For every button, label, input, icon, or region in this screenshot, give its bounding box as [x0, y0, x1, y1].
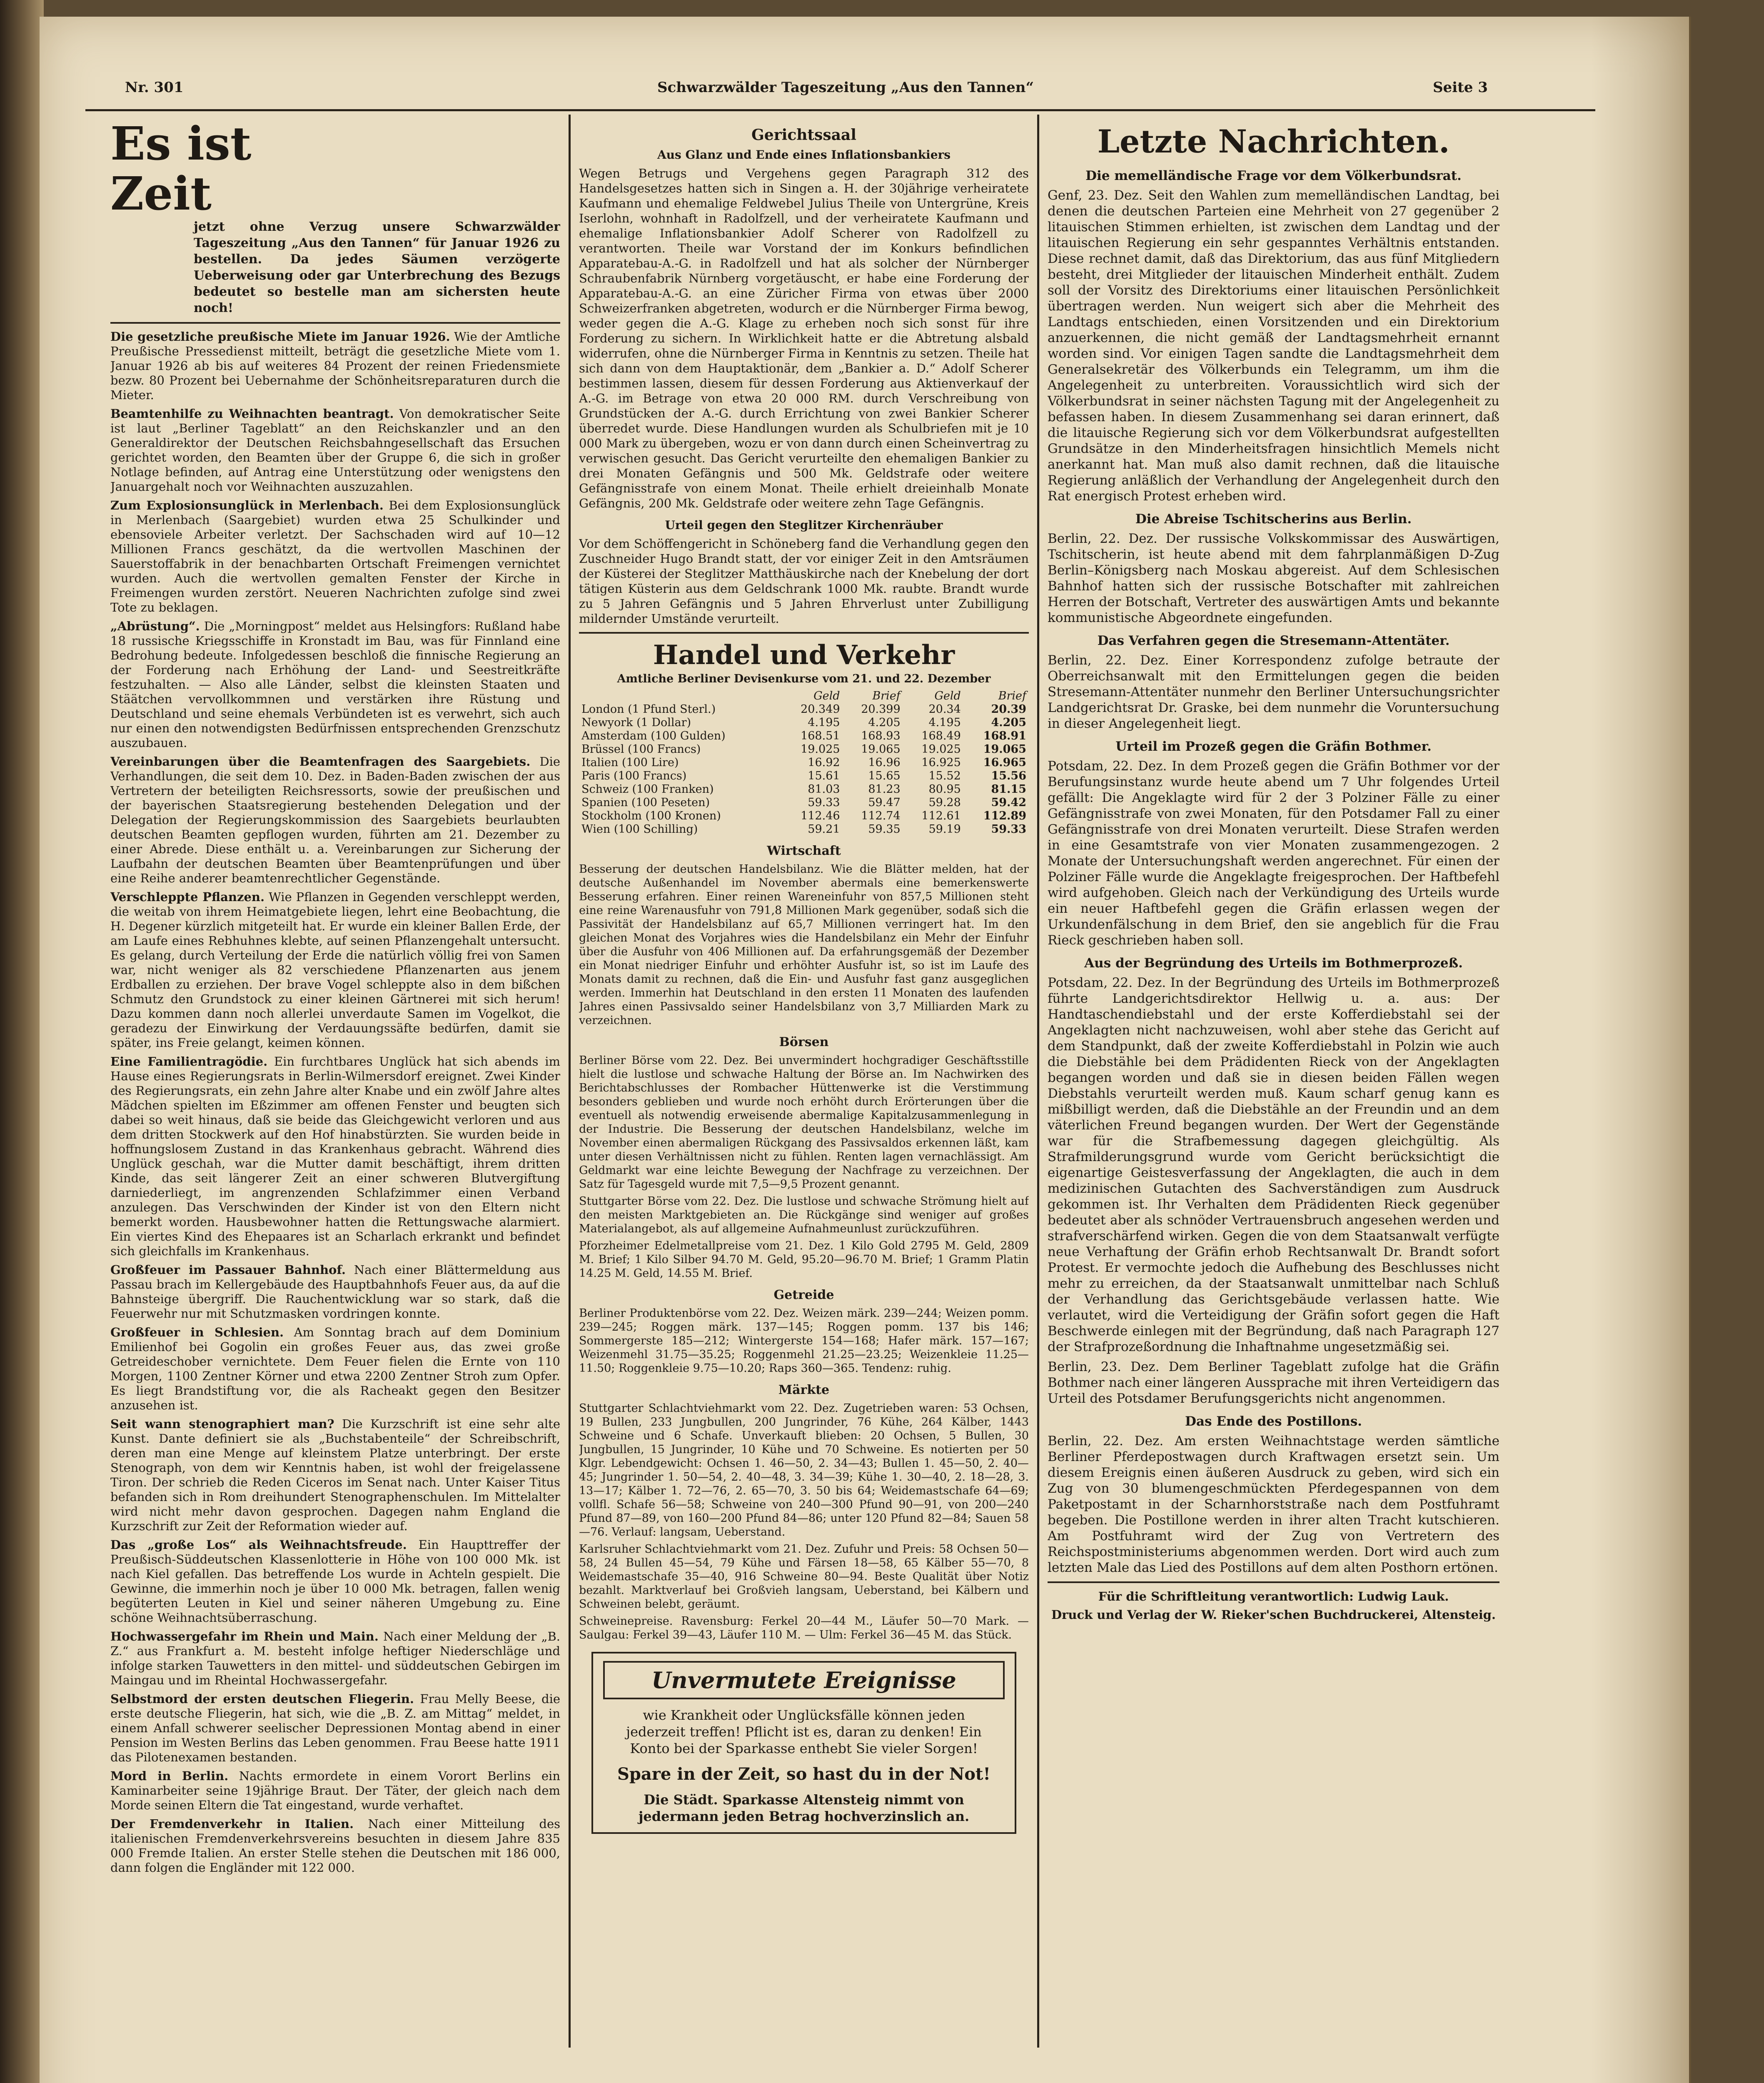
fx-currency: Amsterdam (100 Gulden): [581, 729, 726, 742]
fx-rate: 15.65: [868, 769, 901, 782]
fx-currency: Wien (100 Schilling): [581, 823, 698, 836]
left-news-title: Vereinbarungen über die Beamtenfragen des Saargebiets.: [110, 754, 531, 769]
verdict-heading: Urteil gegen den Steglitzer Kirchenräuber: [665, 518, 943, 532]
left-news-list: [110, 330, 560, 1875]
notice-rule: [110, 322, 560, 324]
fx-rate: 20.39: [991, 703, 1026, 716]
fx-row: [579, 809, 1029, 823]
fx-rate: 112.74: [861, 809, 901, 822]
fx-rate: 20.34: [928, 703, 961, 716]
fx-currency: Italien (100 Lire): [581, 756, 679, 769]
right-news-text: Potsdam, 22. Dez. In der Begründung des Urteils im Bothmerprozeß führte Landgerichtsdirektor Hellwig u. a. aus: Der Handtaschendiebstahl und der erste Kofferdiebstahl sei der Angeklagten nicht nachzuweisen, wohl aber stehe das Gericht auf dem Standpunkt, daß der zweite Kofferdiebstahl in Polzin wie auch die Diebstähle bei dem Prädidenten Rieck von der Angeklagten begangen worden und daß sie in diesen beiden Fällen wegen Diebstahls verurteilt werden muß. Kaum scharf genug kann es mißbilligt werden, daß die Diebstähle an der Freundin und an dem väterlichen Freund begangen wurden. Der Wert der Gegenstände war für die Strafbemessung dagegen gleichgültig. Als Strafmilderungsgrund wurde vom Gericht berücksichtigt die eigenartige Geistesverfassung der Angeklagten, die auch in dem medizinischen Gutachten des Sachverständigen zum Ausdruck gekommen ist. Ihr Verhalten dem Prädidenten Rieck gegenüber bedeutet aber als schnöder Vertrauensbruch angesehen werden und strafverschärfend wirken. Gegen die von dem Staatsanwalt verfügte neue Verhaftung der Gräfin erhob Rechtsanwalt Dr. Brandt sofort Protest. Er vermochte jedoch die Aufhebung des Beschlusses nicht mehr zu erreichen, da der Staatsanwalt unmittelbar nach Schluß der Verhandlung das Gerichtsgebäude verlassen hatte. Wie verlautet, wird die Verteidigung der Gräfin sofort gegen die Haft Beschwerde einlegen mit der Begründung, daß nach Paragraph 127 der Strafprozeßordnung die Inhaftnahme ungesetzmäßig sei.: [1048, 975, 1500, 1354]
court-article: Wegen Betrugs und Vergehens gegen Paragraph 312 des Handelsgesetzes hatten sich in Singen a. H. der 30jährige verheiratete Kaufmann und ehemalige Feldwebel Julius Theile von Untergrüne, Kreis Iserlohn, wohnhaft in Radolfzell, und der verheiratete Kaufmann und ehemalige Inflationsbankier Adolf Scherer von Radolfzell zu verantworten. Theile war Vorstand der im Konkurs befindlichen Apparatebau-A.-G. in Radolfzell und hat als solcher der Nürnberger Schraubenfabrik Nürnberg vorgetäuscht, er habe eine Forderung der Apparatebau-A.-G. an eine Züricher Firma von etwas über 2000 Schweizerfranken abgetreten, wodurch er die Nürnberger Firma bewog, weder gegen die A.-G. Klage zu erheben noch sich sonst für ihre Forderung zu sichern. In Wirklichkeit hatte er die Abtretung alsbald widerrufen, ohne die Nürnberger Firma in Kenntnis zu setzen. Theile hat sich dann von dem Hauptaktionär, dem „Bankier a. D.“ Adolf Scherer bestimmen lassen, diesem für dessen Forderung aus Aktienverkauf der A.-G. im Betrage von etwa 20 000 RM. durch Verschreibung von Grundstücken der A.-G. durch Errichtung von zwei Bankier Scherer überredet wurde. Diese Handlungen wurden als Schulbriefen mit je 10 000 Mark zu übergeben, wozu er von dann durch einen Scheinvertrag zu verwischen gesucht. Das Gericht verurteilte den ehemaligen Bankier zu drei Monaten Gefängnis und 500 Mk. Geldstrafe oder weitere Gefängnisstrafe von einem Monat. Theile erhielt dreieinhalb Monate Gefängnis, 200 Mk. Geldstrafe oder weitere zehn Tage Gefängnis.: [579, 166, 1029, 510]
markets-pigs: Schweinepreise. Ravensburg: Ferkel 20—44 M., Läufer 50—70 Mark. — Saulgau: Ferkel 39—43, Läufer 110 M. — Ulm: Ferkel 36—45 M. das Stück.: [579, 1615, 1029, 1641]
left-news-item: [110, 619, 560, 750]
header-rule: [85, 109, 1595, 111]
left-news-title: Eine Familientragödie.: [110, 1054, 268, 1069]
fx-currency: Brüssel (100 Francs): [581, 743, 701, 756]
boerse-stuttgart: Stuttgarter Börse vom 22. Dez. Die lustlose und schwache Strömung hielt auf den meisten Marktgebieten an. Die Rückgänge sind weniger auf großes Materialangebot, als auf allgemeine Aufnahmeunlust zurückzuführen.: [579, 1195, 1029, 1235]
subscription-notice: jetzt ohne Verzug unsere Schwarzwälder Tageszeitung „Aus den Tannen“ für Januar 1926 zu bestellen. Da jedes Säumen verzögerte Ueberweisung oder gar Unterbrechung des Bezugs bedeutet so bestelle man am sichersten heute noch!: [194, 220, 560, 315]
ad-slogan: Spare in der Zeit, so hast du in der Not!: [617, 1764, 991, 1784]
fx-rate: 16.96: [868, 756, 901, 769]
fx-rate: 4.205: [991, 716, 1026, 729]
fx-col-1: Geld: [813, 689, 840, 702]
imprint-editor: Für die Schriftleitung verantwortlich: Ludwig Lauk.: [1098, 1589, 1449, 1603]
fx-rate: 19.065: [983, 743, 1026, 756]
left-news-item: [110, 754, 560, 886]
court-subheading: Aus Glanz und Ende eines Inflationsbankiers: [657, 148, 951, 162]
left-news-title: Verschleppte Pflanzen.: [110, 890, 265, 904]
left-news-title: Seit wann stenographiert man?: [110, 1417, 334, 1431]
page-number: Seite 3: [1433, 79, 1488, 96]
page-edge-shadow: [1591, 17, 1691, 2083]
left-news-title: Selbstmord der ersten deutschen Fliegerin.: [110, 1692, 414, 1706]
fx-row: [579, 769, 1029, 783]
fx-rate: 59.47: [868, 796, 901, 809]
right-news-title: Urteil im Prozeß gegen die Gräfin Bothmer.: [1115, 739, 1432, 754]
fx-rate: 19.025: [801, 743, 840, 756]
fx-rate: 81.15: [991, 783, 1026, 796]
fx-rate: 168.91: [983, 729, 1026, 742]
fx-col-3: Geld: [934, 689, 961, 702]
fx-rate: 59.21: [808, 823, 840, 836]
left-news-text: Nach einer Blättermeldung aus Passau brach im Kellergebäude des Hauptbahnhofs Feuer aus, da auf die Bahnsteige übergriff. Die Rauchentwicklung war so stark, daß die Feuerwehr nur mit Schutzmasken vordringen konnte.: [110, 1263, 560, 1321]
ad-text: wie Krankheit oder Unglücksfälle können jeden jederzeit treffen! Pflicht ist es, daran zu denken! Ein Konto bei der Sparkasse enthebt Sie vieler Sorgen!: [626, 1707, 982, 1756]
boerse-pforzheim: Pforzheimer Edelmetallpreise vom 21. Dez. 1 Kilo Gold 2795 M. Geld, 2809 M. Brief; 1 Kilo Silber 94.70 M. Geld, 95.20—96.70 M. Brief; 1 Gramm Platin 14.25 M. Geld, 14.55 M. Brief.: [579, 1239, 1029, 1280]
fx-row: [579, 743, 1029, 756]
economy-heading: Wirtschaft: [767, 844, 841, 858]
savings-bank-ad: [591, 1652, 1016, 1834]
court-heading: Gerichtssaal: [751, 126, 856, 144]
left-news-text: Ein Haupttreffer der Preußisch-Süddeutschen Klassenlotterie in Höhe von 100 000 Mk. ist nach Kiel gefallen. Das betreffende Los wurde in Achteln gespielt. Die Gewinne, die immerhin noch je über 10 000 Mk. betragen, fallen wenig begüterten Leuten in Kiel und seiner näheren Umgebung zu. Eine schöne Weihnachtsüberraschung.: [110, 1538, 560, 1625]
issue-number: Nr. 301: [125, 79, 184, 96]
fx-currency: London (1 Pfund Sterl.): [581, 703, 716, 716]
fx-rate: 59.19: [928, 823, 961, 836]
right-news-text: Berlin, 22. Dez. Der russische Volkskommissar des Auswärtigen, Tschitscherin, ist heute abend mit dem fahrplanmäßigen D-Zug Berlin–Königsberg nach Moskau abgereist. Auf dem Schlesischen Bahnhof hatten sich der russische Botschafter mit zahlreichen Herren der Botschaft, Vertreter des auswärtigen Amts und bekannte kommunistische Abgeordnete eingefunden.: [1048, 531, 1500, 625]
left-news-text: Wie Pflanzen in Gegenden verschleppt werden, die weitab von ihrem Heimatgebiete liegen, lehrt eine Beobachtung, die H. Degener kürzlich mitgeteilt hat. Er wurde ein kleiner Ballen Erde, der am Laufe eines Rebhuhnes klebte, auf seinen Pflanzengehalt untersucht. Es gelang, durch Verteilung der Erde die natürlich völlig frei von Samen war, nicht weniger als 82 verschiedene Pflanzenarten aus jenem Erdballen zu erziehen. Der brave Vogel schleppte also in dem bißchen Schmutz den Grundstock zu einer kleinen Gärtnerei mit sich herum! Dazu kommen dann noch allerlei unverdaute Samen im Vogelkot, die geradezu der Einwirkung der Verdauungssäfte bedürfen, damit sie später, ins Freie gelangt, keimen können.: [110, 890, 560, 1050]
right-news-title: Aus der Begründung des Urteils im Bothmerprozeß.: [1084, 956, 1463, 971]
ad-footer: Die Städt. Sparkasse Altensteig nimmt von jedermann jeden Betrag hochverzinslich an.: [638, 1792, 970, 1824]
right-news-text: Potsdam, 22. Dez. In dem Prozeß gegen die Gräfin Bothmer vor der Berufungsinstanz wurde heute abend um 7 Uhr folgendes Urteil gefällt: Die Angeklagte wird für 2 der 3 Polziner Fälle zu einer Gefängnisstrafe von zwei Monaten, für den Potsdamer Fall zu einer Gefängnisstrafe von drei Monaten verurteilt. Diese Strafen werden in eine Gesamtstrafe von vier Monaten zusammengezogen. 2 Monate der Untersuchungshaft werden angerechnet. Für einen der Polziner Fälle wurde die Angeklagte freigesprochen. Der Haftbefehl wird aufgehoben. Gleich nach der Verkündigung des Urteils wurde ein neuer Haftbefehl gegen die Gräfin erlassen wegen der Urkundenfälschung in dem Brief, den sie angeblich für die Frau Rieck geschrieben haben soll.: [1048, 759, 1500, 948]
left-news-title: Großfeuer in Schlesien.: [110, 1325, 284, 1339]
ad-title: Unvermutete Ereignisse: [603, 1661, 1005, 1699]
left-news-item: [110, 1629, 560, 1688]
middle-column: [579, 119, 1029, 2048]
fx-rate: 59.42: [991, 796, 1026, 809]
fx-table: [579, 689, 1029, 836]
left-news-text: Am Sonntag brach auf dem Dominium Emilienhof bei Gogolin ein großes Feuer aus, das zwei große Getreideschober vernichtete. Dem Feuer fielen die Ernte von 110 Morgen, 1100 Zentner Körner und etwa 2200 Zentner Stroh zum Opfer. Es liegt Brandstiftung vor, die als Racheakt gegen den Besitzer anzusehen ist.: [110, 1325, 560, 1412]
fx-rate: 112.61: [921, 809, 961, 822]
left-news-title: Beamtenhilfe zu Weihnachten beantragt.: [110, 407, 394, 421]
left-news-item: [110, 407, 560, 494]
fx-rate: 15.56: [991, 769, 1026, 782]
section-rule: [579, 632, 1029, 634]
left-news-title: Der Fremdenverkehr in Italien.: [110, 1817, 354, 1831]
left-news-text: Die „Morningpost“ meldet aus Helsingfors: Rußland habe 18 russische Kriegsschiffe in Kronstadt im Bau, was für Finnland eine Bedrohung bedeute. Infolgedessen beschloß die finnische Regierung an der Forderung nach Erhöhung der Land- und Seestreitkräfte festzuhalten. — Also alle Länder, selbst die kleinsten Staaten und Stäätchen vervollkommnen und verstärken ihre Rüstung und Deutschland und seine ehemals Verbündeten ist es verwehrt, sich auch nur einen den notwendigsten Bedürfnissen entsprechenden Grenzschutz auszubauen.: [110, 619, 560, 750]
left-news-text: Nach einer Mitteilung des italienischen Fremdenverkehrsvereins besuchten in diesem Jahre 835 000 Fremde Italien. An erster Stelle stehen die Deutschen mit 186 000, dann folgen die Engländer mit 122 000.: [110, 1817, 560, 1875]
left-news-text: Nach einer Meldung der „B. Z.“ aus Frankfurt a. M. besteht infolge heftiger Niederschläge und infolge starken Tauwetters in den mittel- und süddeutschen Gebirgen im Maingau und im Rheintal Hochwassergefahr.: [110, 1629, 560, 1687]
left-news-text: Bei dem Explosionsunglück in Merlenbach (Saargebiet) wurden etwa 25 Schulkinder und ebensoviele Arbeiter verletzt. Der Sachschaden wird auf 10—12 Millionen Francs geschätzt, da die wertvollen Maschinen der Sauerstoffabrik in der benachbarten Ortschaft Freimengen vernichtet wurden. Auch die wertvollen gemalten Fenster der Kirche in Freimengen wurden zerstört. Neueren Nachrichten zufolge sind zwei Tote zu beklagen.: [110, 498, 560, 614]
markets-stuttgart: Stuttgarter Schlachtviehmarkt vom 22. Dez. Zugetrieben waren: 53 Ochsen, 19 Bullen, 233 Jungbullen, 200 Jungrinder, 76 Kühe, 264 Kälber, 1443 Schweine und 6 Schafe. Unverkauft blieben: 20 Ochsen, 5 Bullen, 30 Jungbullen, 15 Jungrinder, 10 Kühe und 70 Schweine. Es notierten per 50 Klgr. Lebendgewicht: Ochsen 1. 46—50, 2. 34—43; Bullen 1. 45—50, 2. 40—45; Jungrinder 1. 50—54, 2. 40—48, 3. 34—39; Kühe 1. 30—40, 2. 18—28, 3. 13—17; Kälber 1. 72—76, 2. 65—70, 3. 50 bis 64; Weidemastschafe 64—69; vollfl. Schafe 56—58; Schweine von 240—300 Pfund 90—91, von 200—240 Pfund 87—89, von 160—200 Pfund 84—86; unter 120 Pfund 82—84; Sauen 58—76. Verlauf: langsam, Ueberstand.: [579, 1402, 1029, 1539]
left-news-item: [110, 1692, 560, 1765]
left-news-title: Das „große Los“ als Weihnachtsfreude.: [110, 1538, 407, 1552]
left-news-text: Die Kurzschrift ist eine sehr alte Kunst. Dante definiert sie als „Buchstabenteile“ der Schreibschrift, deren man eine Menge auf kleinstem Platze unterbringt. Der erste Stenograph, von dem wir Kenntnis haben, ist wohl der freigelassene Tiron. Der schrieb die Reden Ciceros im Senat nach. Unter Kaiser Titus befanden sich in Rom dreihundert Stenographenschulen. Im Mittelalter wird nicht mehr davon gesprochen. Dagegen nahm England die Kurzschrift zur Zeit der Reformation wieder auf.: [110, 1417, 560, 1533]
fx-rate: 59.35: [868, 823, 901, 836]
left-news-item: [110, 1538, 560, 1625]
left-news-text: Frau Melly Beese, die erste deutsche Fliegerin, hat sich, wie die „B. Z. am Mittag“ meldet, in einem Anfall schwerer seelischer Depressionen Montag abend in einer Pension im Westen Berlins das Leben genommen. Frau Beese hatte 1911 das Pilotenexamen bestanden.: [110, 1692, 560, 1764]
right-news-text: Genf, 23. Dez. Seit den Wahlen zum memelländischen Landtag, bei denen die deutschen Parteien eine Mehrheit von 27 gegenüber 2 litauischen Stimmen erhielten, ist zwischen dem Landtag und der litauischen Regierung ein sehr gespanntes Verhältnis entstanden. Diese rechnet damit, daß das Direktorium, das aus fünf Mitgliedern besteht, drei Mitglieder der litauischen Minderheit enthält. Zudem soll der Vorsitz des Direktoriums einer litauischen Persönlichkeit übertragen werden. Nun weigert sich aber die Mehrheit des Landtags entschieden, einen Vorsitzenden und ein Direktorium anzuerkennen, die nicht gemäß der Landtagsmehrheit ernannt worden sind. Vor einigen Tagen sandte die Landtagsmehrheit dem Generalsekretär des Völkerbunds ein Telegramm, um ihm die Angelegenheit zu unterbreiten. Voraussichtlich wird sich der Völkerbundsrat in seiner nächsten Tagung mit der Angelegenheit zu befassen haben. In diesem Zusammenhang sei daran erinnert, daß die litauische Regierung sich vor dem Völkerbundsrat aufgestellten Grundsätze in den Minderheitsfragen hinsichtlich Memels nicht anerkannt hat. Man muß also damit rechnen, daß die litauische Regierung anläßlich der Verhandlung der Angelegenheit durch den Rat energisch Protest erheben wird.: [1048, 188, 1500, 504]
fx-rate: 80.95: [928, 783, 961, 796]
left-news-item: [110, 1263, 560, 1321]
fx-rate: 81.23: [868, 783, 901, 796]
economy-article: Besserung der deutschen Handelsbilanz. Wie die Blätter melden, hat der deutsche Außenhandel im November abermals eine bemerkenswerte Besserung erfahren. Einer reinen Wareneinfuhr von 857,5 Millionen steht eine reine Warenausfuhr von 791,8 Millionen Mark gegenüber, sodaß sich die Passivität der Handelsbilanz auf 65,7 Millionen verringert hat. Im den gleichen Monat des Vorjahres wies die Handelsbilanz ein Mehr der Einfuhr über die Ausfuhr von 406 Millionen auf. Da erfahrungsgemäß der Dezember ein Monat niedriger Einfuhr und erhöhter Ausfuhr ist, so ist im Laufe des Monats damit zu rechnen, daß die Ein- und Ausfuhr fast ganz ausgeglichen werden. Immerhin hat Deutschland in den ersten 11 Monaten des laufenden Jahres einen Passivsaldo seiner Handelsbilanz von 3,7 Milliarden Mark zu verzeichnen.: [579, 863, 1029, 1027]
left-news-item: [110, 1417, 560, 1534]
fx-rate: 112.89: [983, 809, 1026, 822]
right-column: [1048, 119, 1500, 2048]
fx-row: [579, 796, 1029, 809]
right-news-title: Die Abreise Tschitscherins aus Berlin.: [1135, 512, 1412, 527]
fx-currency: Newyork (1 Dollar): [581, 716, 691, 729]
left-news-text: Nachts ermordete in einem Vorort Berlins ein Kaminarbeiter seine 19jährige Braut. Der Täter, der gleich nach dem Morde seinen Eltern die Tat eingestand, wurde verhaftet.: [110, 1769, 560, 1812]
fx-rate: 15.61: [808, 769, 840, 782]
imprint-publisher: Druck und Verlag der W. Rieker'schen Buchdruckerei, Altensteig.: [1051, 1608, 1496, 1622]
fx-col-4: Brief: [998, 689, 1026, 702]
right-news-title: Das Ende des Postillons.: [1185, 1414, 1362, 1429]
fx-currency: Paris (100 Francs): [581, 769, 687, 782]
left-news-item: [110, 498, 560, 615]
fx-rate: 15.52: [928, 769, 961, 782]
markets-heading: Märkte: [778, 1383, 830, 1397]
right-news-title: Die memelländische Frage vor dem Völkerbundsrat.: [1085, 168, 1462, 183]
fx-rate: 4.195: [928, 716, 961, 729]
fx-rate: 168.49: [921, 729, 961, 742]
fx-rate: 16.92: [808, 756, 840, 769]
left-news-title: „Abrüstung“.: [110, 619, 200, 633]
left-news-title: Zum Explosionsunglück in Merlenbach.: [110, 498, 384, 512]
fx-rate: 59.33: [808, 796, 840, 809]
fx-row: [579, 783, 1029, 796]
left-news-title: Die gesetzliche preußische Miete im Januar 1926.: [110, 330, 450, 344]
fx-heading: Amtliche Berliner Devisenkurse vom 21. und 22. Dezember: [617, 672, 991, 685]
fx-row: [579, 823, 1029, 836]
book-binding: [0, 0, 44, 2083]
left-news-text: Die Verhandlungen, die seit dem 10. Dez. in Baden-Baden zwischen der aus Vertretern der beteiligten Reichsressorts, sowie der preußischen und der bayerischen Staatsregierung bestehenden Delegation und der Delegation der Regierungskommission des Saargebiets beurlaubten deutschen Beamten gepflogen wurden, führten am 21. Dezember zu einer Abrede. Diese enthält u. a. Vereinbarungen zur Sicherung der Laufbahn der deutschen Beamten über Beamtenprüfungen und über eine Reihe anderer beamtenrechtlicher Gegenstände.: [110, 754, 560, 885]
fx-col-2: Brief: [872, 689, 901, 702]
fx-rate: 168.51: [801, 729, 840, 742]
fx-rate: 19.065: [861, 743, 901, 756]
fx-row: [579, 729, 1029, 743]
markets-karlsruhe: Karlsruher Schlachtviehmarkt vom 21. Dez. Zufuhr und Preis: 58 Ochsen 50—58, 24 Bullen 45—54, 79 Kühe und Färsen 18—58, 65 Kälber 55—70, 8 Weidemastschafe 35—40, 916 Schweine 80—94. Beste Qualität über Notiz bezahlt. Marktverlauf bei Großvieh langsam, Ueberstand, bei Kälbern und Schweinen belebt, geräumt.: [579, 1543, 1029, 1611]
fx-rate: 59.28: [928, 796, 961, 809]
imprint-rule: [1048, 1581, 1500, 1583]
right-news-text: Berlin, 23. Dez. Dem Berliner Tageblatt zufolge hat die Gräfin Bothmer nach einer längeren Aussprache mit ihren Verteidigern das Urteil des Potsdamer Berufungsgerichts nicht angenommen.: [1048, 1359, 1500, 1406]
right-news-text: Berlin, 22. Dez. Am ersten Weihnachtstage werden sämtliche Berliner Pferdepostwagen durch Kraftwagen ersetzt sein. Um diesem Ereignis einen äußeren Ausdruck zu geben, wird sich ein Zug von 30 blumengeschmückten Pferdegespannen von dem Paketpostamt in der Scharnhorststraße nach dem Postfuhramt begeben. Die Postillone werden in ihrer alten Tracht kutschieren. Am Postfuhramt wird der Zug von Vertretern des Reichspostministeriums abgenommen werden. Dort wird auch zum letzten Male das Lied des Postillons auf dem alten Posthorn ertönen.: [1048, 1434, 1500, 1575]
latest-news-heading: Letzte Nachrichten.: [1097, 123, 1450, 160]
fx-rate: 16.965: [983, 756, 1026, 769]
fx-rate: 16.925: [921, 756, 961, 769]
right-news-list: [1048, 168, 1500, 1576]
left-news-title: Hochwassergefahr im Rhein und Main.: [110, 1629, 379, 1643]
fx-row: [579, 716, 1029, 729]
fx-row: [579, 756, 1029, 769]
grain-article: Berliner Produktenbörse vom 22. Dez. Weizen märk. 239—244; Weizen pomm. 239—245; Roggen märk. 137—145; Roggen pomm. 137 bis 146; Sommergerste 185—212; Wintergerste 154—168; Hafer märk. 157—167; Weizenmehl 31.75—35.25; Roggenmehl 21.25—23.25; Weizenkleie 11.25—11.50; Roggenkleie 9.75—10.20; Raps 360—365. Tendenz: ruhig.: [579, 1307, 1029, 1375]
fx-rate: 19.025: [921, 743, 961, 756]
paper-title: Schwarzwälder Tageszeitung „Aus den Tannen“: [657, 79, 1034, 96]
grain-heading: Getreide: [773, 1288, 834, 1302]
fx-rate: 20.349: [801, 703, 840, 716]
left-news-item: [110, 1054, 560, 1259]
headline: Es ist Zeit: [110, 119, 252, 220]
fx-rate: 4.205: [868, 716, 901, 729]
left-news-item: [110, 1325, 560, 1413]
left-news-text: Von demokratischer Seite ist laut „Berliner Tageblatt“ an den Reichskanzler und an den Generaldirektor der Deutschen Reichsbahngesellschaft das Ersuchen gerichtet worden, den Beamten über der Gruppe 6, die sich in großer Notlage befinden, auf Antrag eine Unterstützung oder wenigstens den Januargehalt noch vor Weihnachten auszuzahlen.: [110, 407, 560, 494]
fx-rate: 168.93: [861, 729, 901, 742]
right-news-text: Berlin, 22. Dez. Einer Korrespondenz zufolge betraute der Oberreichsanwalt mit den Ermittelungen gegen die beiden Stresemann-Attentäter nunmehr den Berliner Untersuchungsrichter Landgerichtsrat Dr. Graske, bei dem nunmehr die Voruntersuchung in dieser Angelegenheit liegt.: [1048, 653, 1500, 731]
boerse-berlin: Berliner Börse vom 22. Dez. Bei unvermindert hochgradiger Geschäftsstille hielt die lustlose und schwache Haltung der Börse an. Im Nachwirken des Berichtabschlusses der Rombacher Hüttenwerke ist die Verstimmung besonders geblieben und wurde noch erhöht durch Erörterungen über die eventuell als notwendig erweisende abermalige Kapitalzusammenlegung in der Industrie. Die Besserung der deutschen Handelsbilanz, welche im November einen abermaligen Rückgang des Passivsaldos erkennen läßt, kam unter diesen Verhältnissen nicht zu fühlen. Renten lagen vernachlässigt. Am Geldmarkt war eine leichte Bewegung der Nachfrage zu verzeichnen. Der Satz für Tagesgeld wurde mit 7,5—9,5 Prozent genannt.: [579, 1054, 1029, 1191]
left-news-item: [110, 1769, 560, 1813]
left-news-text: Wie der Amtliche Preußische Pressedienst mitteilt, beträgt die gesetzliche Miete vom 1. Januar 1926 ab bis auf weiteres 84 Prozent der reinen Friedensmiete bezw. 80 Prozent bei Uebernahme der Schönheitsreparaturen durch die Mieter.: [110, 330, 560, 402]
column-rule-left: [569, 115, 571, 2048]
fx-currency: Stockholm (100 Kronen): [581, 809, 721, 822]
left-news-title: Mord in Berlin.: [110, 1769, 229, 1783]
left-news-item: [110, 890, 560, 1050]
fx-rate: 20.399: [861, 703, 901, 716]
left-news-item: [110, 1817, 560, 1875]
fx-rate: 112.46: [801, 809, 840, 822]
left-news-title: Großfeuer im Passauer Bahnhof.: [110, 1263, 346, 1277]
fx-rate: 59.33: [991, 823, 1026, 836]
left-news-item: [110, 330, 560, 402]
fx-rate: 81.03: [808, 783, 840, 796]
trade-heading: Handel und Verkehr: [653, 639, 955, 671]
right-news-title: Das Verfahren gegen die Stresemann-Attentäter.: [1097, 633, 1450, 648]
fx-row: [579, 703, 1029, 716]
left-news-text: Ein furchtbares Unglück hat sich abends im Hause eines Regierungsrats in Berlin-Wilmersdorf ereignet. Zwei Kinder des Regierungsrats, ein zehn Jahre alter Knabe und ein zwölf Jahre altes Mädchen spielten im Eßzimmer am offenen Fenster und beugten sich dabei so weit hinaus, daß sie beide das Gleichgewicht verloren und aus dem dritten Stockwerk auf den Hof hinabstürzten. Sie wurden beide in hoffnungslosem Zustand in das Krankenhaus gebracht. Während dies Unglück geschah, war die Mutter damit beschäftigt, ihrem dritten Kinde, das seit längerer Zeit an einer schweren Blutvergiftung darniederliegt, im angrenzenden Schlafzimmer einen Verband anzulegen. Das Verschwinden der Kinder ist von den Eltern nicht bemerkt worden. Hausbewohner hatten die Rettungswache alarmiert. Ein viertes Kind des Ehepaares ist an Scharlach erkrankt und befindet sich gleichfalls im Krankenhaus.: [110, 1054, 560, 1258]
left-column: [110, 119, 560, 2048]
fx-currency: Schweiz (100 Franken): [581, 783, 714, 796]
column-rule-right: [1037, 115, 1039, 2048]
fx-rate: 4.195: [808, 716, 840, 729]
verdict-article: Vor dem Schöffengericht in Schöneberg fand die Verhandlung gegen den Zuschneider Hugo Brandt statt, der vor einiger Zeit in den Amtsräumen der Küsterei der Steglitzer Matthäuskirche nach der Knebelung der dort tätigen Küsterin aus dem Geldschrank 1000 Mk. raubte. Brandt wurde zu 5 Jahren Gefängnis und 5 Jahren Ehrverlust unter Zubilligung mildernder Umstände verurteilt.: [579, 537, 1029, 626]
boerse-heading: Börsen: [779, 1035, 829, 1049]
fx-currency: Spanien (100 Peseten): [581, 796, 710, 809]
